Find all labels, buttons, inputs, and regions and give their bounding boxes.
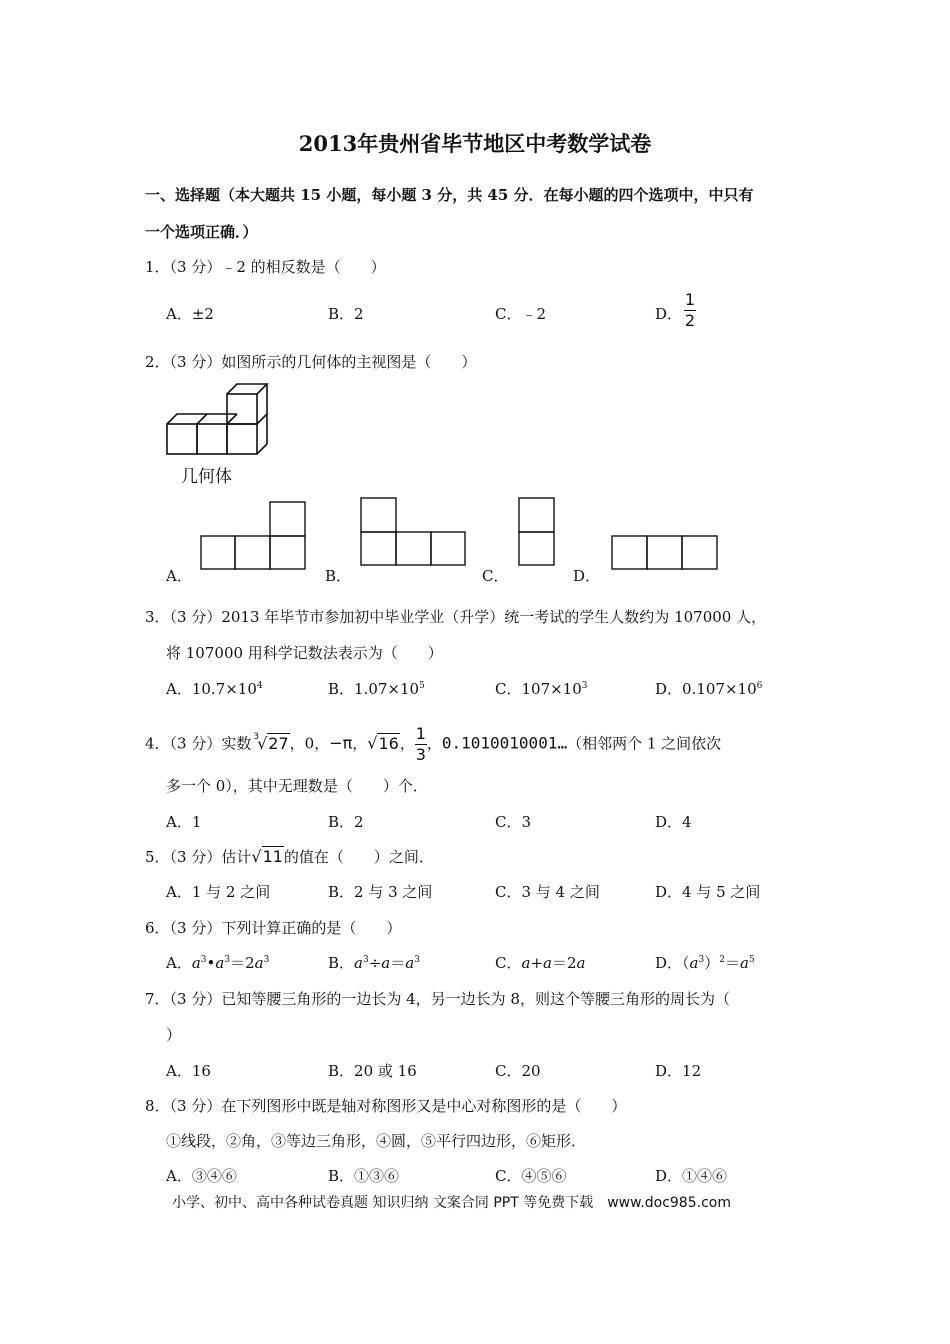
q4-stem-line2: 多一个 0），其中无理数是（ ）个．	[166, 777, 428, 795]
frac-denominator: 2	[684, 311, 696, 330]
q6-a-exp3: 3	[263, 955, 270, 965]
q6-b-var: a	[354, 954, 363, 972]
q4-cube-radicand: 27	[268, 733, 289, 753]
q3-option-a	[166, 678, 263, 699]
q6-c-plus: +	[530, 954, 544, 972]
q2-stem: 2．（3 分）如图所示的几何体的主视图是（ ）	[145, 353, 477, 371]
q3-c-exp: 3	[581, 681, 588, 691]
q6-b-div: ÷	[368, 954, 382, 972]
q1-stem: 1．（3 分）﹣2 的相反数是（ ）	[145, 258, 386, 276]
q6-a-exp2: 3	[224, 955, 231, 965]
q6-b-eq: ＝	[390, 954, 406, 972]
q6-d-var: a	[689, 954, 699, 972]
q4-option-c: C．3	[495, 813, 532, 831]
q5-prefix: 5．（3 分）估计	[145, 848, 252, 866]
q2-option-c-label: C．	[482, 567, 509, 585]
q6-stem: 6．（3 分）下列计算正确的是（ ）	[145, 919, 402, 937]
q6-a-var2: a	[215, 954, 225, 972]
q5-suffix: 的值在（ ）之间．	[283, 848, 434, 866]
q2-option-d-figure	[611, 535, 719, 571]
q2-option-a-figure	[200, 501, 306, 571]
q5-sqrt: √11	[251, 847, 283, 866]
q4-sep2: ，	[399, 734, 415, 753]
section-heading-line2: 一个选项正确．）	[145, 223, 258, 241]
q4-cube-index: 3	[253, 731, 260, 742]
q3-option-b	[328, 678, 425, 699]
q8-stem: 8．（3 分）在下列图形中既是轴对称图形又是中心对称图形的是（ ）	[145, 1097, 627, 1115]
q6-d-var2: a	[740, 954, 749, 972]
q4-sep3: ，	[426, 734, 442, 753]
q7-option-d: D．12	[655, 1062, 702, 1080]
q5-sqrt-radicand: 11	[262, 847, 283, 866]
q6-a-var3: a	[254, 954, 264, 972]
q4-decimal: 0.1010010001…	[441, 733, 568, 753]
q2-option-a-label: A．	[166, 567, 192, 585]
q4-prefix: 4．（3 分）实数	[145, 734, 252, 753]
q5-stem	[145, 846, 434, 867]
q3-d-exp: 6	[756, 681, 763, 691]
q1-option-a: A．±2	[166, 305, 214, 323]
page-title: 2013年贵州省毕节地区中考数学试卷	[298, 131, 652, 156]
q1-option-d-label: D．	[655, 305, 683, 323]
q8-option-b: B．①③⑥	[328, 1167, 400, 1185]
q8-option-d: D．①④⑥	[655, 1167, 728, 1185]
q5-option-b: B．2 与 3 之间	[328, 883, 433, 901]
q1-option-d-fraction	[684, 292, 696, 329]
q6-b-label: B．	[328, 954, 355, 972]
q6-d-exp2: 2	[719, 955, 725, 965]
q6-option-b	[328, 952, 420, 973]
q2-option-d-label: D．	[573, 567, 601, 585]
q3-option-d	[655, 678, 762, 699]
q4-zero: ，0，	[289, 734, 330, 753]
q4-sqrt: √16	[367, 733, 399, 753]
q6-c-var3: a	[576, 954, 586, 972]
q4-stem-line1	[145, 726, 721, 763]
q3-b-exp: 5	[419, 681, 425, 691]
q6-b-var3: a	[405, 954, 415, 972]
q5-option-a: A．1 与 2 之间	[166, 883, 271, 901]
q4-suffix: （相邻两个 1 之间依次	[567, 734, 722, 753]
q3-c-base: C．107×10	[495, 680, 582, 698]
footer-watermark: 小学、初中、高中各种试卷真题 知识归纳 文案合同 PPT 等免费下载 www.doc985.com	[172, 1195, 731, 1211]
q4-option-d: D．4	[655, 813, 692, 831]
frac-numerator: 1	[415, 724, 426, 743]
q6-c-label: C．	[495, 954, 522, 972]
q6-d-exp1: 3	[698, 955, 705, 965]
q6-b-exp1: 3	[362, 955, 369, 965]
section-heading-line1: 一、选择题（本大题共 15 小题，每小题 3 分，共 45 分．在每小题的四个选项中，中只有	[145, 186, 754, 204]
q6-a-label: A．	[166, 954, 192, 972]
q4-fraction	[415, 726, 427, 763]
q6-option-a	[166, 952, 269, 973]
q4-negpi: −π	[329, 733, 353, 753]
q7-stem-line1: 7．（3 分）已知等腰三角形的一边长为 4，另一边长为 8，则这个等腰三角形的周长为（	[145, 990, 730, 1008]
q4-option-b: B．2	[328, 813, 364, 831]
q2-option-b-label: B．	[325, 567, 352, 585]
q3-stem-line1: 3．（3 分）2013 年毕节市参加初中毕业学业（升学）统一考试的学生人数约为 107000 人，	[145, 608, 767, 626]
frac-denominator: 3	[415, 745, 426, 764]
q2-solid-figure	[160, 380, 280, 460]
q3-a-exp: 4	[256, 681, 263, 691]
q6-d-eq: ＝	[724, 954, 740, 972]
q3-stem-line2: 将 107000 用科学记数法表示为（ ）	[166, 644, 443, 662]
q6-a-dot: •	[206, 954, 216, 972]
q6-a-eq: ＝2	[230, 954, 255, 972]
q2-solid-label: 几何体	[181, 467, 232, 487]
q6-d-label: D．	[655, 954, 683, 972]
q8-items: ①线段，②角，③等边三角形，④圆，⑤平行四边形，⑥矩形．	[166, 1132, 587, 1150]
q5-option-c: C．3 与 4 之间	[495, 883, 600, 901]
q7-option-b: B．20 或 16	[328, 1062, 417, 1080]
q1-option-b: B．2	[328, 305, 364, 323]
q3-d-base: D．0.107×10	[655, 680, 757, 698]
q8-option-c: C．④⑤⑥	[495, 1167, 567, 1185]
q6-d-close: ）	[704, 954, 720, 972]
q1-option-c: C．﹣2	[495, 305, 547, 323]
q4-option-a: A．1	[166, 813, 202, 831]
q4-sep1: ，	[352, 734, 368, 753]
q6-b-exp2: 3	[414, 955, 420, 965]
q3-option-c	[495, 678, 588, 699]
q6-option-d	[655, 952, 755, 973]
q3-b-base: B．1.07×10	[328, 680, 420, 698]
q6-c-var2: a	[543, 954, 552, 972]
q2-option-c-figure	[518, 497, 556, 567]
q7-option-c: C．20	[495, 1062, 541, 1080]
q6-c-var: a	[521, 954, 531, 972]
q6-d-exp3: 5	[748, 955, 755, 965]
q2-option-b-figure	[360, 497, 466, 567]
q4-sqrt-radicand: 16	[378, 733, 399, 753]
q6-c-eq: ＝2	[551, 954, 577, 972]
q6-b-var2: a	[381, 954, 391, 972]
q4-cube-root: $^3$√27	[253, 731, 289, 753]
q6-option-c	[495, 952, 585, 973]
q5-option-d: D．4 与 5 之间	[655, 883, 761, 901]
q6-d-open: （	[682, 954, 690, 972]
q7-option-a: A．16	[166, 1062, 211, 1080]
q3-a-base: A．10.7×10	[166, 680, 257, 698]
q7-stem-line2: ）	[166, 1026, 182, 1044]
frac-numerator: 1	[684, 290, 696, 309]
q6-a-var: a	[191, 954, 201, 972]
q6-a-exp1: 3	[200, 955, 207, 965]
q8-option-a: A．③④⑥	[166, 1167, 237, 1185]
